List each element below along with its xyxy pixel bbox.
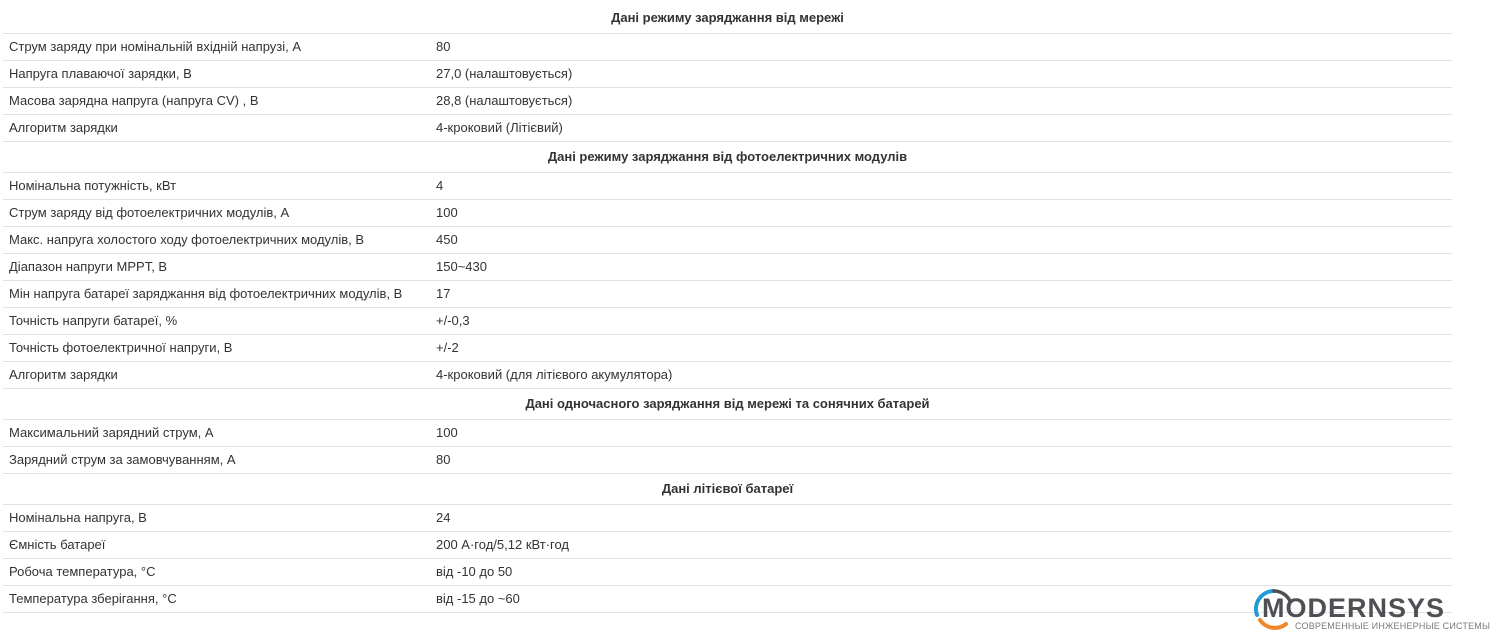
- row-label: Максимальний зарядний струм, А: [9, 425, 214, 440]
- row-label: Номінальна напруга, В: [9, 510, 147, 525]
- table-row: [3, 88, 1452, 115]
- table-row: [3, 362, 1452, 389]
- row-value: 80: [436, 39, 451, 54]
- logo-tagline: СОВРЕМЕННЫЕ ИНЖЕНЕРНЫЕ СИСТЕМЫ: [1295, 621, 1490, 631]
- modernsys-watermark: [1252, 587, 1490, 631]
- table-row: [3, 61, 1452, 88]
- row-value: 200 А·год/5,12 кВт·год: [436, 537, 570, 552]
- row-label: Ємність батареї: [9, 537, 106, 552]
- row-label: Струм заряду від фотоелектричних модулів, А: [9, 205, 290, 220]
- row-label: Напруга плаваючої зарядки, В: [9, 66, 192, 81]
- table-row: [3, 173, 1452, 200]
- row-value: 80: [436, 452, 451, 467]
- row-label: Температура зберігання, °C: [9, 591, 177, 606]
- row-label: Робоча температура, °C: [9, 564, 156, 579]
- row-label: Струм заряду при номінальній вхідній напрузі, А: [9, 39, 302, 54]
- section-title: Дані літієвої батареї: [3, 474, 1452, 505]
- row-value: 4-кроковий (Літієвий): [436, 120, 563, 135]
- table-row: [3, 447, 1452, 474]
- row-label: Масова зарядна напруга (напруга CV) , В: [9, 93, 259, 108]
- row-value: 4-кроковий (для літієвого акумулятора): [436, 367, 673, 382]
- section-title: Дані одночасного заряджання від мережі та сонячних батарей: [3, 389, 1452, 420]
- table-row: [3, 532, 1452, 559]
- table-row: [3, 34, 1452, 61]
- row-label: Алгоритм зарядки: [9, 367, 118, 382]
- row-value: 100: [436, 425, 458, 440]
- table-row: [3, 115, 1452, 142]
- table-row: [3, 586, 1452, 613]
- row-value: 150~430: [436, 259, 487, 274]
- section-title: Дані режиму заряджання від мережі: [3, 3, 1452, 34]
- row-label: Точність напруги батареї, %: [9, 313, 178, 328]
- row-label: Алгоритм зарядки: [9, 120, 118, 135]
- row-value: 100: [436, 205, 458, 220]
- table-row: [3, 227, 1452, 254]
- row-value: 28,8 (налаштовується): [436, 93, 573, 108]
- row-value: +/-2: [436, 340, 459, 355]
- row-value: від -10 до 50: [436, 564, 513, 579]
- table-row: [3, 308, 1452, 335]
- row-value: 27,0 (налаштовується): [436, 66, 573, 81]
- row-value: 17: [436, 286, 451, 301]
- row-label: Макс. напруга холостого ходу фотоелектричних модулів, В: [9, 232, 365, 247]
- row-label: Зарядний струм за замовчуванням, А: [9, 452, 236, 467]
- table-row: [3, 200, 1452, 227]
- row-label: Мін напруга батареї заряджання від фотоелектричних модулів, В: [9, 286, 403, 301]
- row-value: 24: [436, 510, 451, 525]
- logo-brand-text: MODERNSYS: [1262, 593, 1446, 623]
- table-row: [3, 559, 1452, 586]
- table-row: [3, 281, 1452, 308]
- row-label: Номінальна потужність, кВт: [9, 178, 177, 193]
- row-value: +/-0,3: [436, 313, 470, 328]
- row-label: Діапазон напруги MPPT, В: [9, 259, 168, 274]
- spec-table: [3, 3, 1452, 613]
- table-row: [3, 254, 1452, 281]
- section-title: Дані режиму заряджання від фотоелектричних модулів: [3, 142, 1452, 173]
- row-value: 450: [436, 232, 458, 247]
- table-row: [3, 505, 1452, 532]
- row-value: 4: [436, 178, 444, 193]
- row-value: від -15 до ~60: [436, 591, 520, 606]
- table-row: [3, 335, 1452, 362]
- row-label: Точність фотоелектричної напруги, В: [9, 340, 233, 355]
- table-row: [3, 420, 1452, 447]
